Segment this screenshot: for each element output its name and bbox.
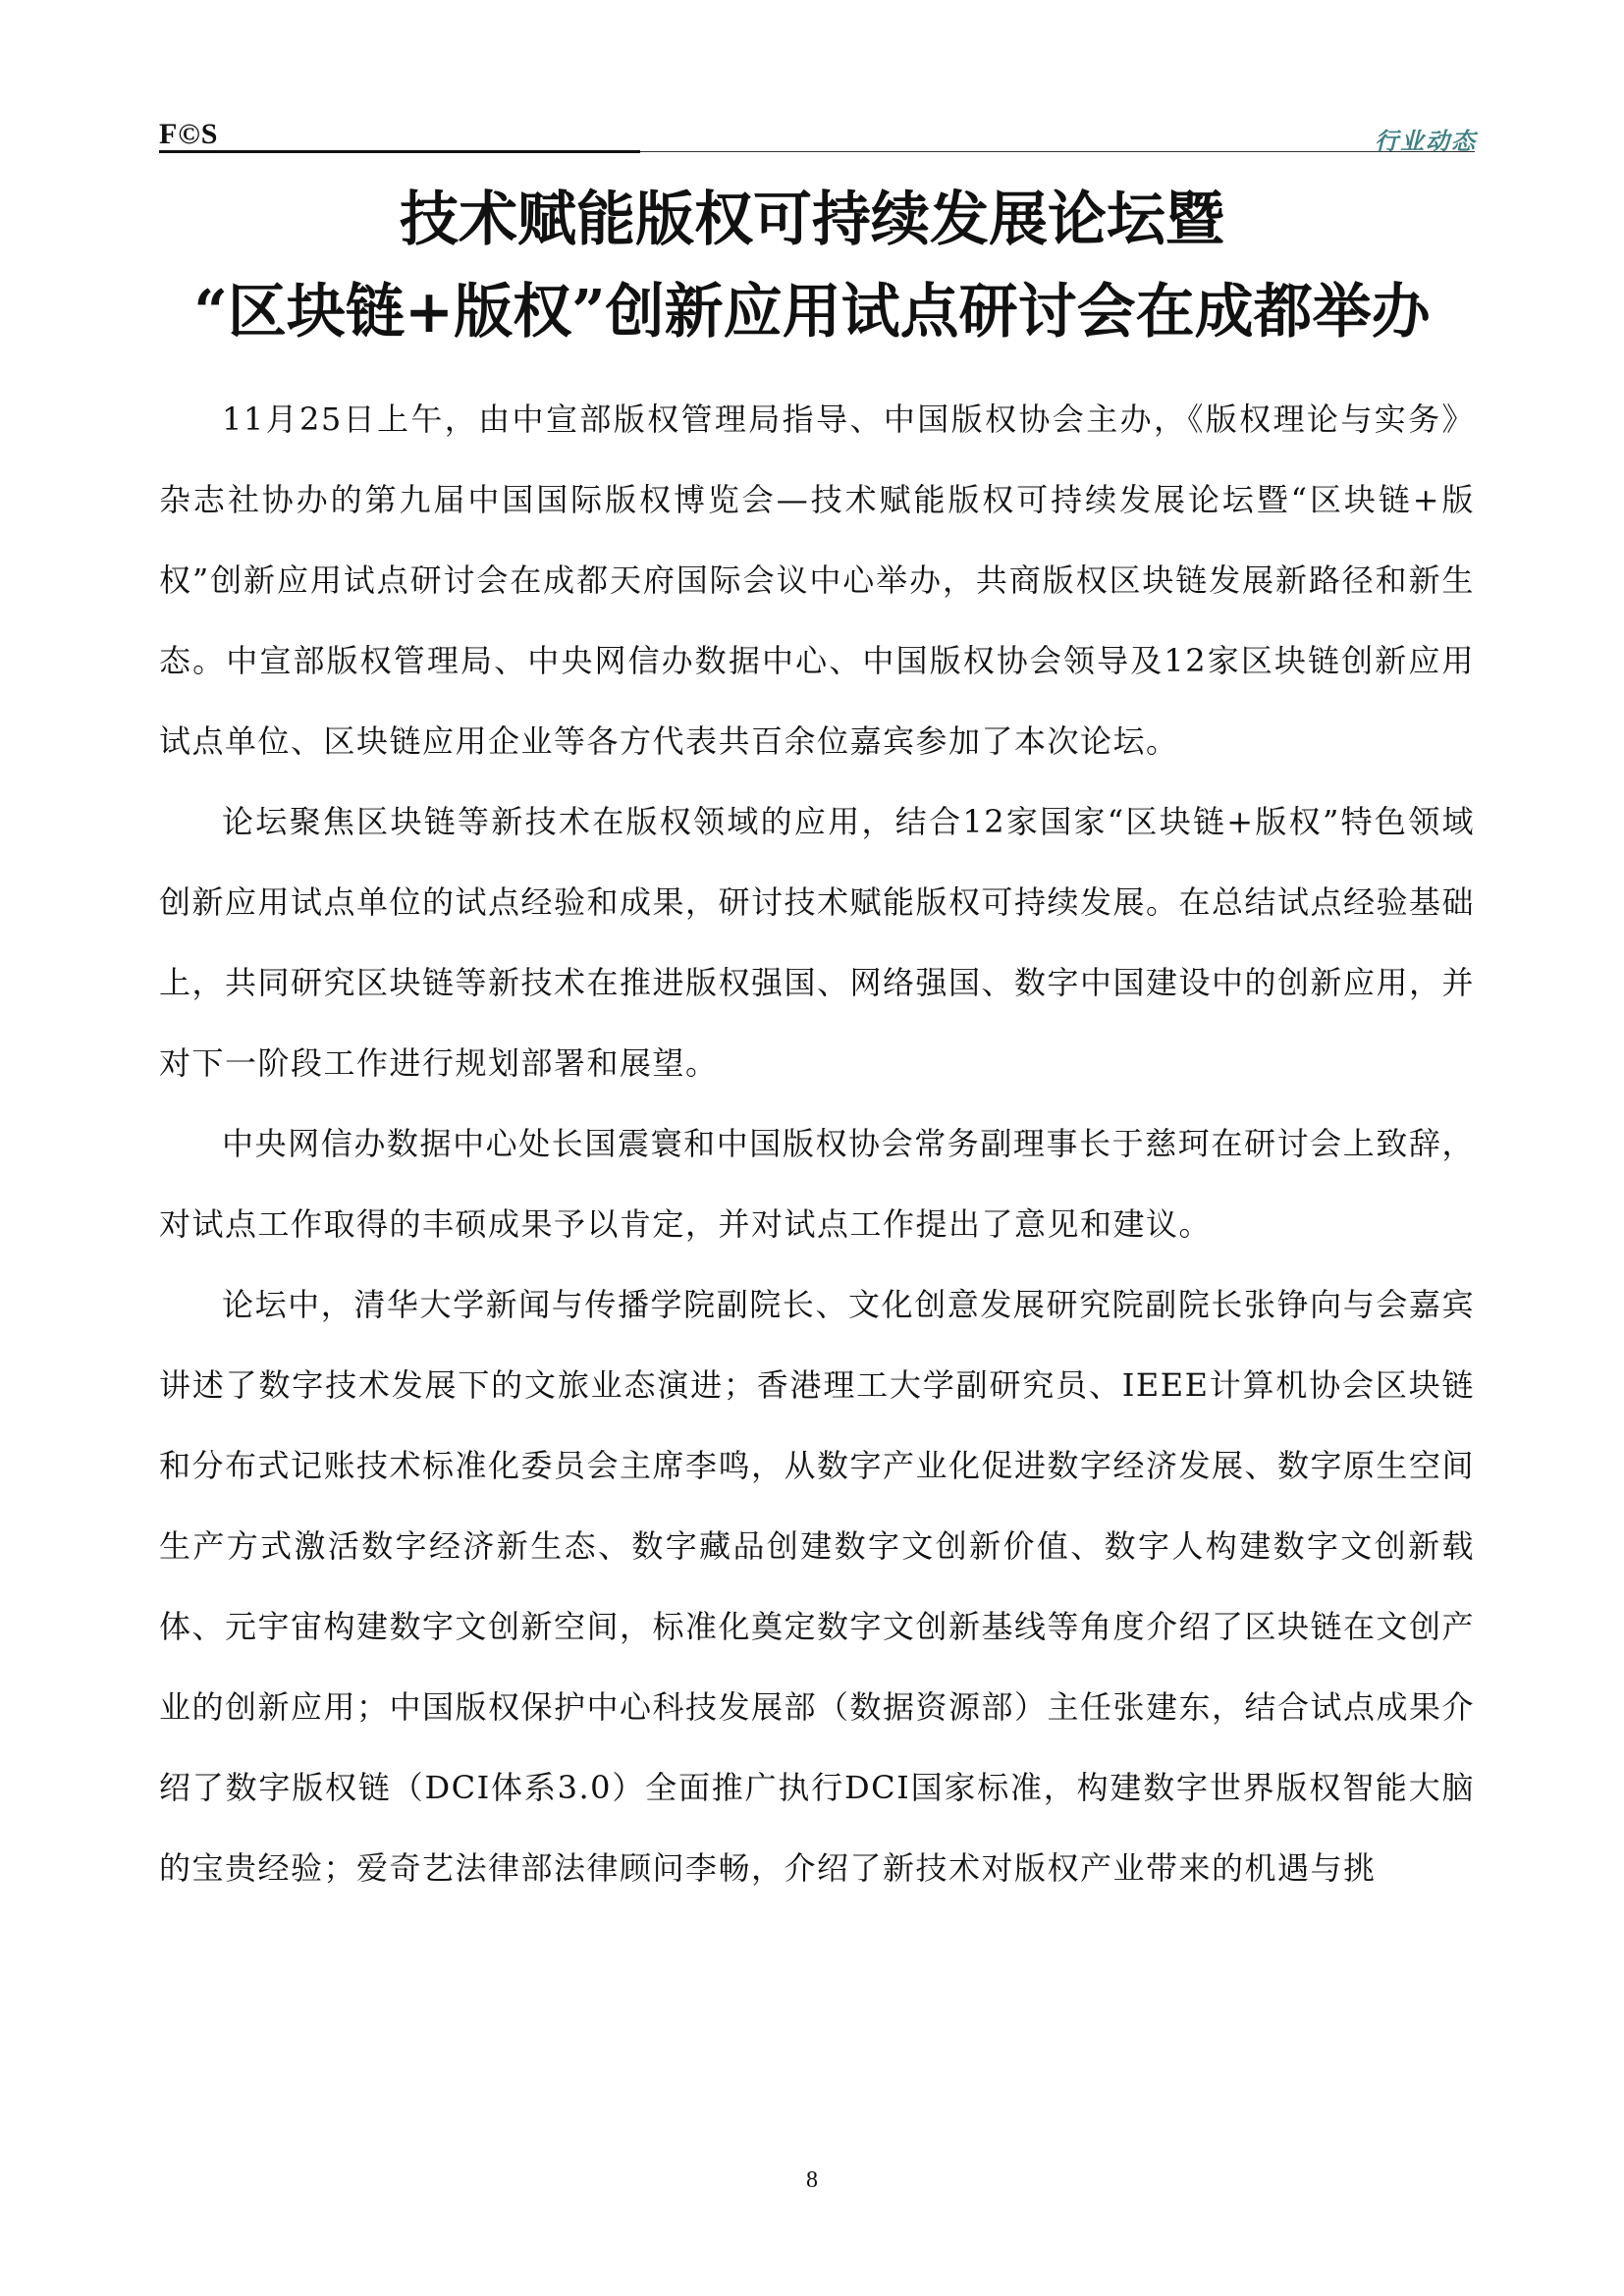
article-title-line-2: “区块链+版权”创新应用试点研讨会在成都举办 xyxy=(193,278,1431,347)
paragraph-3: 中央网信办数据中心处长国震寰和中国版权协会常务副理事长于慈珂在研讨会上致辞，对试点工作取得的丰硕成果予以肯定，并对试点工作提出了意见和建议。 xyxy=(159,1125,1475,1243)
section-label: 行业动态 xyxy=(1375,128,1477,155)
article-title-line-1: 技术赋能版权可持续发展论坛暨 xyxy=(400,186,1224,254)
paragraph-4: 论坛中，清华大学新闻与传播学院副院长、文化创意发展研究院副院长张铮向与会嘉宾讲述了数字技术发展下的文旅业态演进；香港理工大学副研究员、IEEE计算机协会区块链和分布式记账技术标准化委员会主席李鸣，从数字产业化促进数字经济发展、数字原生空间生产方式激活数字经济新生态、数字藏品创建数字文创新价值、数字人构建数字文创新载体、元宇宙构建数字文创新空间，标准化奠定数字文创新基线等角度介绍了区块链在文创产业的创新应用；中国版权保护中心科技发展部（数据资源部）主任张建东，结合试点成果介绍了数字版权链（DCI体系3.0）全面推广执行DCI国家标准，构建数字世界版权智能大脑的宝贵经验；爱奇艺法律部法律顾问李畅，介绍了新技术对版权产业带来的机遇与挑 xyxy=(159,1286,1476,1887)
header-rule-thick xyxy=(159,150,640,153)
article-body xyxy=(159,379,1475,1908)
header-rule-thin xyxy=(640,151,1475,152)
publication-logo: F©S xyxy=(159,118,219,150)
page-number: 8 xyxy=(806,2167,818,2193)
paragraph-2: 论坛聚焦区块链等新技术在版权领域的应用，结合12家国家“区块链+版权”特色领域创新应用试点单位的试点经验和成果，研讨技术赋能版权可持续发展。在总结试点经验基础上，共同研究区块链等新技术在推进版权强国、网络强国、数字中国建设中的创新应用，并对下一阶段工作进行规划部署和展望。 xyxy=(159,803,1476,1082)
paragraph-1: 11月25日上午，由中宣部版权管理局指导、中国版权协会主办，《版权理论与实务》杂志社协办的第九届中国国际版权博览会—技术赋能版权可持续发展论坛暨“区块链+版权”创新应用试点研讨会在成都天府国际会议中心举办，共商版权区块链发展新路径和新生态。中宣部版权管理局、中央网信办数据中心、中国版权协会领导及12家区块链创新应用试点单位、区块链应用企业等各方代表共百余位嘉宾参加了本次论坛。 xyxy=(159,400,1475,760)
